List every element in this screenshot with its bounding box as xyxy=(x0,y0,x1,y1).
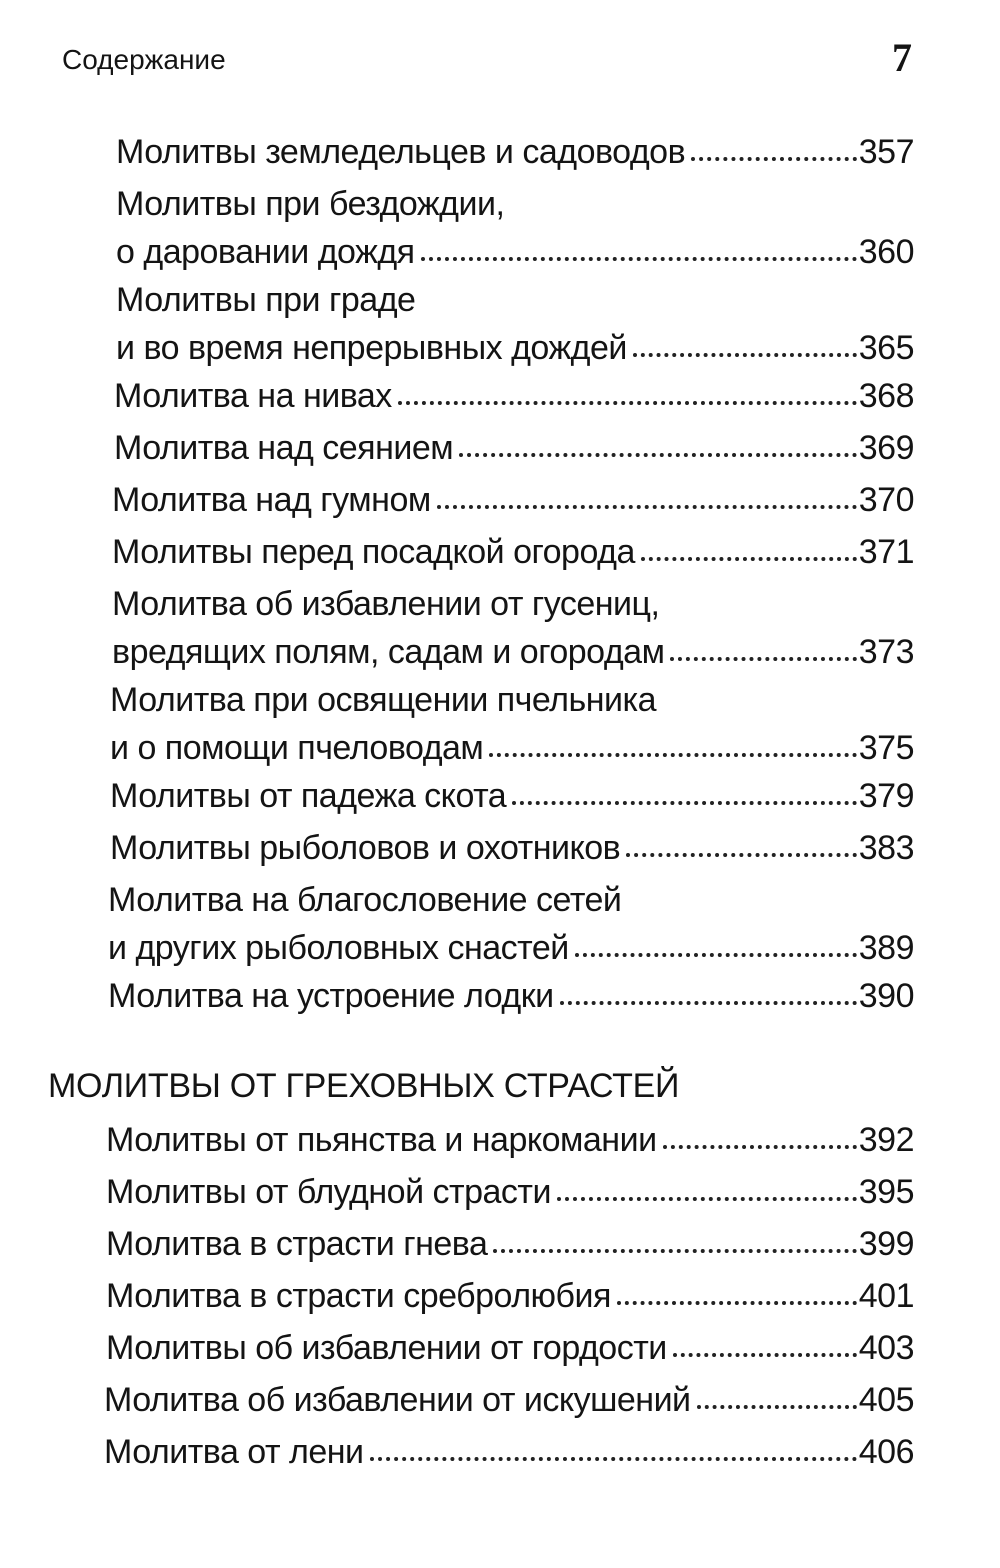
toc-entry xyxy=(110,824,914,872)
toc-page-number: 371 xyxy=(858,533,914,571)
toc-page-number: 368 xyxy=(858,377,914,415)
toc-entry xyxy=(116,128,914,176)
dot-leader xyxy=(663,1135,857,1149)
toc-line xyxy=(112,476,914,524)
toc-entry-title: Молитвы от падежа скота xyxy=(110,777,507,815)
toc-entry-title: Молитва на нивах xyxy=(114,377,392,415)
toc-line xyxy=(108,972,914,1020)
toc-entry-title: Молитвы рыболовов и охотников xyxy=(110,829,621,867)
toc-line xyxy=(116,180,914,228)
toc-line xyxy=(112,528,914,576)
toc-entry-title: Молитва об избавлении от гусениц, xyxy=(112,585,660,623)
dot-leader xyxy=(560,991,857,1005)
toc-page-number: 383 xyxy=(858,829,914,867)
toc-line xyxy=(114,372,914,420)
toc-entry-title: Молитва над сеянием xyxy=(114,429,454,467)
toc-entry-title: вредящих полям, садам и огородам xyxy=(112,633,665,671)
dot-leader xyxy=(641,547,857,561)
toc-entry-title: Молитва при освящении пчельника xyxy=(110,681,657,719)
dot-leader xyxy=(575,943,857,957)
toc-page-number: 401 xyxy=(858,1277,914,1315)
toc-entry xyxy=(114,372,914,420)
dot-leader xyxy=(626,843,857,857)
toc-line xyxy=(116,128,914,176)
dot-leader xyxy=(633,343,857,357)
toc-line xyxy=(110,824,914,872)
toc-line xyxy=(116,276,914,324)
toc-entry-title: и во время непрерывных дождей xyxy=(116,329,627,367)
toc-page-number: 406 xyxy=(858,1433,914,1471)
toc-line xyxy=(116,324,914,372)
dot-leader xyxy=(437,495,857,509)
toc-line xyxy=(110,724,914,772)
toc-page-number: 399 xyxy=(858,1225,914,1263)
toc-page-number: 370 xyxy=(858,481,914,519)
toc-entry-title: Молитва над гумном xyxy=(112,481,431,519)
toc-entry-title: Молитвы при граде xyxy=(116,281,416,319)
toc-page-number: 379 xyxy=(858,777,914,815)
toc-page-number: 403 xyxy=(858,1329,914,1367)
toc-line xyxy=(110,676,914,724)
toc-entry-title: Молитва в страсти гнева xyxy=(106,1225,488,1263)
toc-line xyxy=(114,424,914,472)
toc-entry-title: Молитва об избавлении от искушений xyxy=(104,1381,691,1419)
toc-line xyxy=(108,876,914,924)
toc-page-number: 373 xyxy=(858,633,914,671)
toc-entry xyxy=(106,1116,914,1164)
toc-entry xyxy=(112,476,914,524)
dot-leader xyxy=(398,391,857,405)
dot-leader xyxy=(670,647,856,661)
toc-line xyxy=(116,228,914,276)
dot-leader xyxy=(691,147,857,161)
toc-entry xyxy=(110,676,914,772)
toc-entry xyxy=(108,972,914,1020)
dot-leader xyxy=(421,247,857,261)
running-title: Содержание xyxy=(62,44,226,75)
toc-entry xyxy=(114,424,914,472)
section-heading: МОЛИТВЫ ОТ ГРЕХОВНЫХ СТРАСТЕЙ xyxy=(48,1067,680,1105)
toc-entry-title: и других рыболовных снастей xyxy=(108,929,569,967)
toc-page-number: 395 xyxy=(858,1173,914,1211)
toc-page-number: 365 xyxy=(858,329,914,367)
toc-entry-title: Молитва от лени xyxy=(104,1433,364,1471)
toc-line xyxy=(106,1116,914,1164)
toc-page-number: 389 xyxy=(858,929,914,967)
toc-entry xyxy=(112,528,914,576)
toc-entry-title: Молитва на благословение сетей xyxy=(108,881,622,919)
toc-entry xyxy=(116,276,914,372)
toc-page-number: 357 xyxy=(858,133,914,171)
dot-leader xyxy=(673,1343,857,1357)
toc-entry-title: Молитвы перед посадкой огорода xyxy=(112,533,635,571)
toc-line xyxy=(112,580,914,628)
dot-leader xyxy=(493,1239,856,1253)
toc-entry xyxy=(112,580,914,676)
toc-entry-title: о даровании дождя xyxy=(116,233,415,271)
toc-line xyxy=(106,1272,914,1320)
toc-line xyxy=(104,1428,914,1476)
toc-page-number: 392 xyxy=(858,1121,914,1159)
dot-leader xyxy=(459,443,857,457)
toc-entry-title: Молитвы земледельцев и садоводов xyxy=(116,133,686,171)
toc-page-number: 375 xyxy=(858,729,914,767)
toc-page-number: 360 xyxy=(858,233,914,271)
dot-leader xyxy=(557,1187,857,1201)
toc-page-number: 369 xyxy=(858,429,914,467)
toc-line xyxy=(106,1220,914,1268)
toc-line xyxy=(106,1168,914,1216)
toc-page-number: 405 xyxy=(858,1381,914,1419)
toc-line xyxy=(104,1376,914,1424)
toc-entry xyxy=(106,1220,914,1268)
toc-entry-title: Молитва на устроение лодки xyxy=(108,977,554,1015)
toc-entry xyxy=(108,876,914,972)
toc-entry-title: Молитва в страсти сребролюбия xyxy=(106,1277,611,1315)
toc-entry xyxy=(106,1324,914,1372)
toc-entry xyxy=(116,180,914,276)
toc-line xyxy=(108,924,914,972)
toc-entry xyxy=(110,772,914,820)
dot-leader xyxy=(697,1395,857,1409)
toc-entry-title: Молитвы об избавлении от гордости xyxy=(106,1329,667,1367)
toc-entry-title: Молитвы от пьянства и наркомании xyxy=(106,1121,657,1159)
toc-entry-title: Молитвы при бездождии, xyxy=(116,185,505,223)
toc-line xyxy=(110,772,914,820)
dot-leader xyxy=(489,743,856,757)
dot-leader xyxy=(512,791,857,805)
page-number: 7 xyxy=(892,35,912,80)
toc-entry xyxy=(104,1428,914,1476)
toc-page-number: 390 xyxy=(858,977,914,1015)
toc-entry xyxy=(106,1168,914,1216)
toc-entry-title: и о помощи пчеловодам xyxy=(110,729,484,767)
dot-leader xyxy=(617,1291,857,1305)
toc-entry-title: Молитвы от блудной страсти xyxy=(106,1173,551,1211)
toc-line xyxy=(112,628,914,676)
toc-line xyxy=(106,1324,914,1372)
dot-leader xyxy=(370,1447,857,1461)
toc-entry xyxy=(106,1272,914,1320)
toc-entry xyxy=(104,1376,914,1424)
